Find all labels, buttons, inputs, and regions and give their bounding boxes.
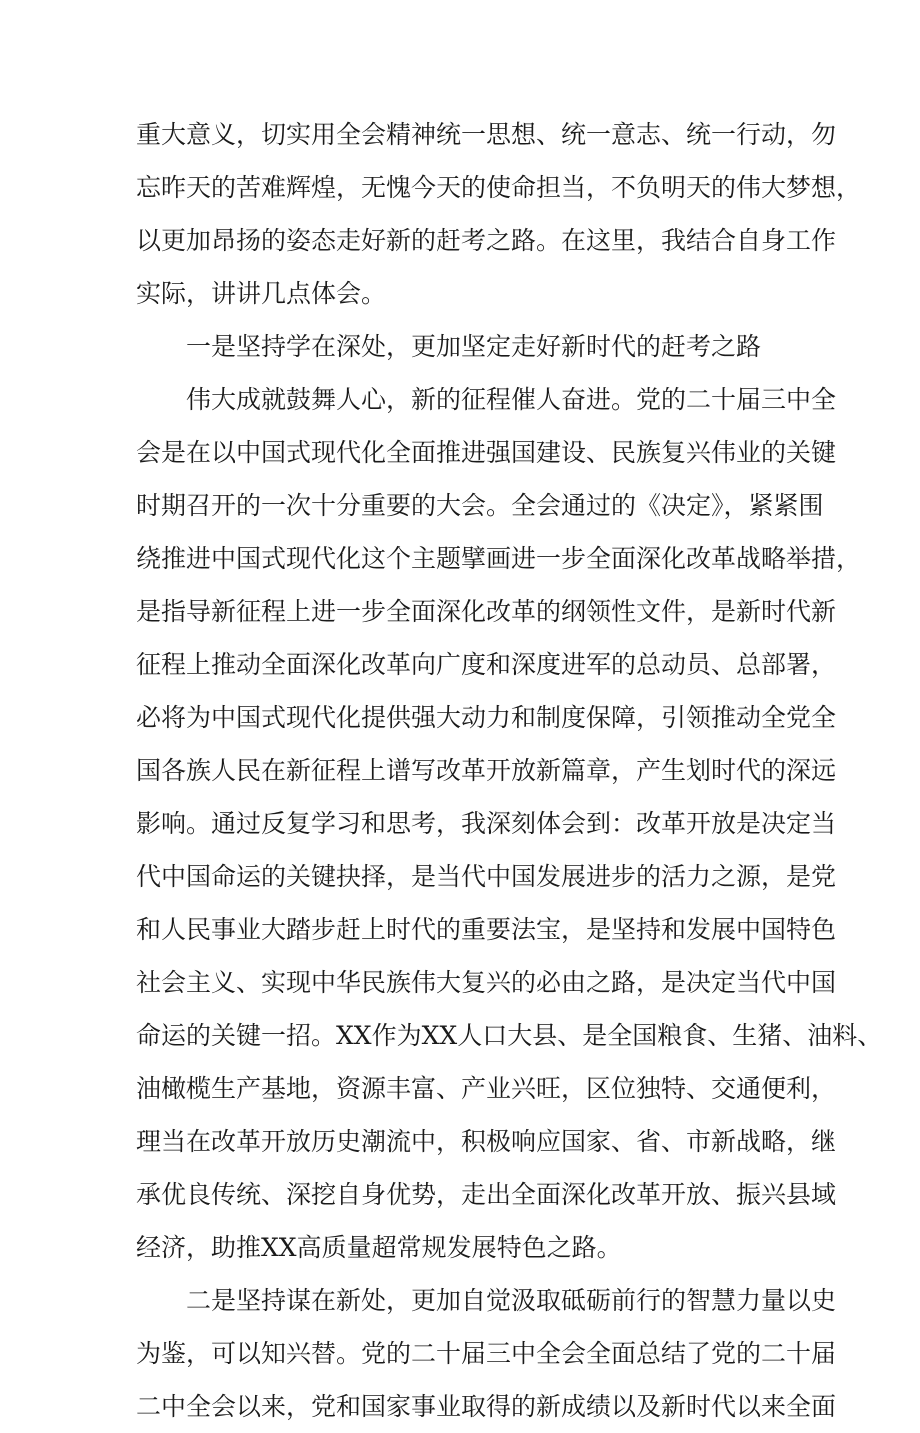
text-line: 影响。通过反复学习和思考，我深刻体会到：改革开放是决定当 bbox=[136, 809, 837, 838]
text-line: 忘昨天的苦难辉煌，无愧今天的使命担当，不负明天的伟大梦想， bbox=[136, 173, 862, 202]
text-line: 征程上推动全面深化改革向广度和深度进军的总动员、总部署， bbox=[136, 650, 837, 679]
text-line: 重大意义，切实用全会精神统一思想、统一意志、统一行动，勿 bbox=[136, 120, 837, 149]
text-line: 代中国命运的关键抉择，是当代中国发展进步的活力之源，是党 bbox=[136, 862, 837, 891]
text-line: 一是坚持学在深处，更加坚定走好新时代的赶考之路 bbox=[186, 332, 762, 361]
text-line: 绕推进中国式现代化这个主题擘画进一步全面深化改革战略举措， bbox=[136, 544, 862, 573]
text-line: 命运的关键一招。XX作为XX人口大县、是全国粮食、生猪、油料、 bbox=[136, 1021, 883, 1050]
document-body bbox=[136, 108, 883, 1433]
text-line: 二是坚持谋在新处，更加自觉汲取砥砺前行的智慧力量以史 bbox=[186, 1286, 837, 1315]
text-line: 是指导新征程上进一步全面深化改革的纲领性文件，是新时代新 bbox=[136, 597, 837, 626]
text-line: 时期召开的一次十分重要的大会。全会通过的《决定》，紧紧围 bbox=[136, 491, 824, 520]
text-line: 实际，讲讲几点体会。 bbox=[136, 279, 387, 308]
text-line: 承优良传统、深挖自身优势，走出全面深化改革开放、振兴县域 bbox=[136, 1180, 837, 1209]
text-line: 国各族人民在新征程上谱写改革开放新篇章，产生划时代的深远 bbox=[136, 756, 837, 785]
text-line: 为鉴，可以知兴替。党的二十届三中全会全面总结了党的二十届 bbox=[136, 1339, 837, 1368]
text-line: 伟大成就鼓舞人心，新的征程催人奋进。党的二十届三中全 bbox=[186, 385, 837, 414]
text-line: 社会主义、实现中华民族伟大复兴的必由之路，是决定当代中国 bbox=[136, 968, 837, 997]
text-line: 会是在以中国式现代化全面推进强国建设、民族复兴伟业的关键 bbox=[136, 438, 837, 467]
text-line: 二中全会以来，党和国家事业取得的新成绩以及新时代以来全面 bbox=[136, 1392, 837, 1421]
text-line: 必将为中国式现代化提供强大动力和制度保障，引领推动全党全 bbox=[136, 703, 837, 732]
text-line: 和人民事业大踏步赶上时代的重要法宝，是坚持和发展中国特色 bbox=[136, 915, 837, 944]
text-line: 油橄榄生产基地，资源丰富、产业兴旺，区位独特、交通便利， bbox=[136, 1074, 837, 1103]
text-line: 以更加昂扬的姿态走好新的赶考之路。在这里，我结合自身工作 bbox=[136, 226, 837, 255]
text-line: 经济，助推XX高质量超常规发展特色之路。 bbox=[136, 1233, 622, 1262]
text-line: 理当在改革开放历史潮流中，积极响应国家、省、市新战略，继 bbox=[136, 1127, 837, 1156]
